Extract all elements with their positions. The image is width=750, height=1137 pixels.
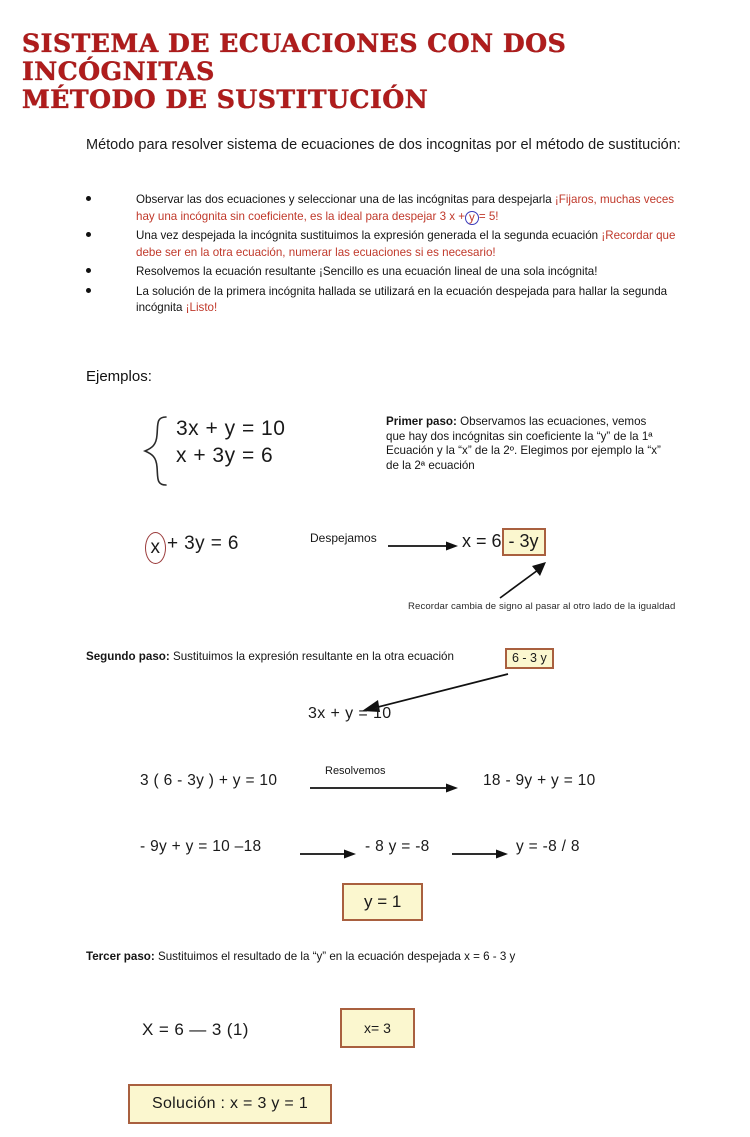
bullet-1-red-tail: = 5! (478, 209, 499, 223)
expanded-equation: 18 - 9y + y = 10 (483, 772, 596, 789)
bullet-3-black: Resolvemos la ecuación resultante ¡Sencillo es una ecuación lineal de una sola incógnita! (136, 265, 598, 278)
bullet-4-black: La solución de la primera incógnita hallada se utilizará en la ecuación despejada para hallar la segunda incógnita (136, 284, 668, 314)
list-item (86, 284, 686, 317)
list-item (86, 192, 686, 225)
ejemplos-heading: Ejemplos: (86, 368, 152, 385)
tercer-paso-heading: Tercer paso: (86, 950, 155, 963)
equation-1: 3x + y = 10 (176, 417, 286, 440)
list-item (86, 228, 686, 261)
despejamos-arrow-icon (388, 540, 458, 552)
solve-step-1: - 9y + y = 10 –18 (140, 838, 262, 855)
bullet-1-black: Observar las dos ecuaciones y seleccionar una de las incógnitas para despejarla (136, 193, 555, 206)
resolvemos-arrow-icon (310, 782, 458, 794)
despejamos-label: Despejamos (310, 531, 377, 545)
step-arrow-icon-2 (452, 848, 508, 860)
page-title-line-2: MÉTODO DE SUSTITUCIÓN (22, 85, 429, 114)
bullet-dot-icon (86, 268, 91, 273)
step-arrow-icon-1 (300, 848, 356, 860)
target-equation: 3x + y = 10 (308, 705, 392, 722)
intro-paragraph: Método para resolver sistema de ecuaciones de dos incognitas por el método de sustitución: (86, 137, 681, 153)
curly-brace-icon (140, 415, 170, 487)
primer-paso-body: Observamos las ecuaciones, vemos que hay dos incógnitas sin coeficiente la “y” de la 1ª Ecuación y la “x” de la 2º. Elegimos por ejemplo la “x” de la 2ª ecuación (386, 415, 661, 472)
highlight-box-minus-3y: - 3y (502, 528, 546, 556)
bullet-dot-icon (86, 196, 91, 201)
segundo-paso-heading: Segundo paso: (86, 650, 170, 663)
despeje-equation-rest: + 3y = 6 (167, 533, 239, 554)
bullet-list (86, 192, 686, 320)
equation-2: x + 3y = 6 (176, 444, 274, 467)
equation-system-lines (176, 415, 285, 469)
primer-paso-text (386, 415, 664, 473)
substituted-equation: 3 ( 6 - 3y ) + y = 10 (140, 772, 278, 789)
segundo-paso-body: Sustituimos la expresión resultante en la otra ecuación (169, 650, 454, 663)
solve-step-3: y = -8 / 8 (516, 838, 580, 855)
result-box-y: y = 1 (342, 883, 423, 921)
resolvemos-label: Resolvemos (325, 765, 386, 777)
circled-variable-x: x (145, 532, 166, 564)
solution-box: Solución : x = 3 y = 1 (128, 1084, 332, 1124)
circled-variable-y: y (465, 211, 479, 225)
despeje-result-prefix: x = 6 (462, 530, 502, 551)
note-arrow-icon (498, 562, 548, 600)
result-box-x: x= 3 (340, 1008, 415, 1048)
list-item (86, 264, 686, 281)
despeje-result (462, 528, 546, 556)
final-equation: X = 6 — 3 (1) (142, 1020, 249, 1039)
segundo-paso-text (86, 650, 454, 663)
despeje-source-equation (145, 528, 239, 560)
highlight-box-6-minus-3y: 6 - 3 y (505, 648, 554, 669)
bullet-dot-icon (86, 288, 91, 293)
bullet-1-red: ¡Fijaros, muchas veces hay una incógnita sin coeficiente, es la ideal para despejar 3 x + (136, 193, 675, 223)
bullet-2-red: ¡Recordar que debe ser en la otra ecuación, numerar las ecuaciones si es necesario! (136, 229, 676, 259)
page-title-line-1: SISTEMA DE ECUACIONES CON DOS INCÓGNITAS (22, 29, 567, 86)
bullet-dot-icon (86, 232, 91, 237)
recordar-note: Recordar cambia de signo al pasar al otro lado de la igualdad (408, 601, 676, 612)
bullet-2-black: Una vez despejada la incógnita sustituimos la expresión generada el la segunda ecuación (136, 229, 602, 242)
equation-system (140, 415, 285, 469)
bullet-4-red: ¡Listo! (185, 301, 218, 314)
page-title (22, 30, 732, 114)
tercer-paso-text (86, 950, 515, 963)
tercer-paso-body: Sustituimos el resultado de la “y” en la ecuación despejada x = 6 - 3 y (154, 950, 516, 963)
segundo-paso-box-wrap (505, 648, 554, 669)
solve-step-2: - 8 y = -8 (365, 838, 430, 855)
primer-paso-heading: Primer paso: (386, 415, 457, 428)
